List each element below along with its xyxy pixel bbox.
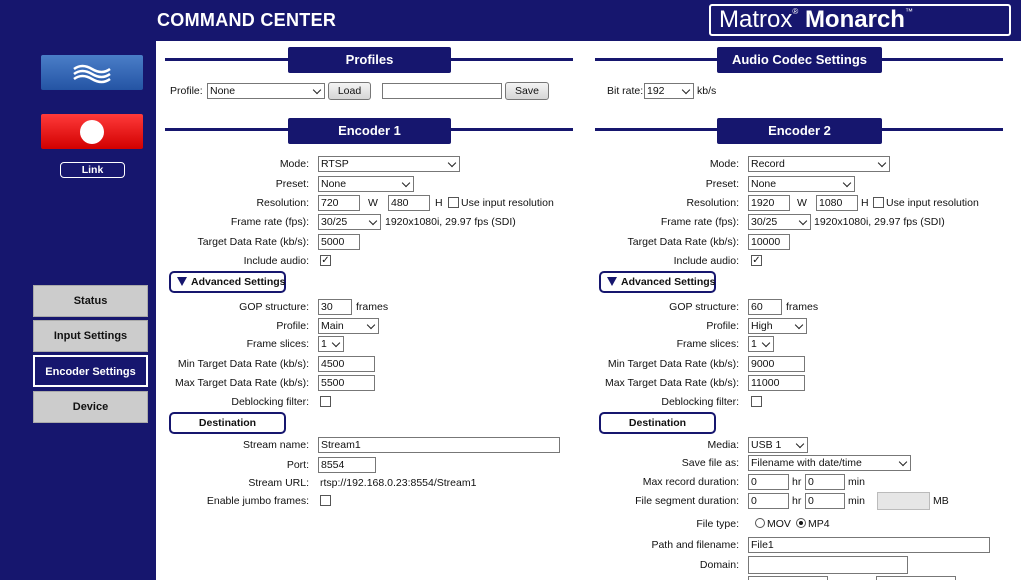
e1-h-label: H — [435, 197, 443, 209]
e2-filetype-label: File type: — [696, 518, 739, 530]
e1-stream-label: Stream name: — [243, 439, 309, 451]
e2-mp4-label: MP4 — [808, 518, 830, 530]
e2-mov-radio[interactable] — [755, 518, 765, 528]
e1-slices-label: Frame slices: — [246, 338, 309, 350]
profiles-header: Profiles — [288, 47, 451, 73]
e2-slices-select[interactable]: 1 — [748, 336, 774, 352]
nav-status[interactable]: Status — [33, 285, 148, 317]
brand-tm: ™ — [904, 7, 913, 16]
e2-mb-label: MB — [933, 495, 949, 507]
e2-seg-min-input[interactable]: 0 — [805, 493, 845, 509]
brand-tm-1: ® — [792, 7, 799, 16]
e2-target-input[interactable]: 10000 — [748, 234, 790, 250]
brand-bold: Monarch — [804, 6, 905, 33]
e1-deblock-label: Deblocking filter: — [231, 396, 309, 408]
e2-min-label: Min Target Data Rate (kb/s): — [607, 358, 739, 370]
e2-domain-label: Domain: — [699, 559, 739, 571]
e2-destination-toggle[interactable]: Destination — [599, 412, 716, 434]
e1-min-label: Min Target Data Rate (kb/s): — [177, 358, 309, 370]
e1-min-input[interactable]: 4500 — [318, 356, 375, 372]
link-button[interactable]: Link — [60, 162, 125, 178]
e1-audio-checkbox[interactable]: ✓ — [321, 255, 330, 266]
e2-password-input[interactable] — [876, 576, 956, 580]
e2-seg-min-label: min — [848, 495, 865, 507]
e1-mode-select[interactable]: RTSP — [318, 156, 460, 172]
e2-target-label: Target Data Rate (kb/s): — [627, 236, 739, 248]
waves-icon — [70, 60, 114, 86]
e1-audio-label: Include audio: — [243, 255, 309, 267]
e2-seg-hr-label: hr — [792, 495, 802, 507]
nav-encoder-settings[interactable]: Encoder Settings — [33, 355, 148, 387]
nav-input-settings[interactable]: Input Settings — [33, 320, 148, 352]
e2-res-height-input[interactable]: 1080 — [816, 195, 858, 211]
e2-max-label: Max Target Data Rate (kb/s): — [604, 377, 739, 389]
e2-profile-label: Profile: — [706, 320, 739, 332]
e1-destination-toggle[interactable]: Destination — [169, 412, 286, 434]
e2-deblock-checkbox[interactable] — [751, 396, 762, 407]
main-panel — [156, 41, 1021, 580]
bitrate-label: Bit rate: — [607, 85, 644, 97]
e1-frames-label: frames — [356, 301, 389, 313]
e1-res-width-input[interactable]: 720 — [318, 195, 360, 211]
bitrate-unit: kb/s — [697, 85, 717, 97]
bitrate-select[interactable]: 192 — [644, 83, 694, 99]
e2-profile-select[interactable]: High — [748, 318, 807, 334]
triangle-down-icon — [177, 277, 187, 286]
e1-gop-label: GOP structure: — [239, 301, 309, 313]
e1-w-label: W — [368, 197, 378, 209]
e1-port-input[interactable]: 8554 — [318, 457, 376, 473]
e2-maxrec-hr-label: hr — [792, 476, 802, 488]
profile-select[interactable]: None — [207, 83, 325, 99]
e2-audio-checkbox[interactable]: ✓ — [752, 255, 761, 266]
e1-mode-label: Mode: — [279, 158, 309, 170]
e1-profile-select[interactable]: Main — [318, 318, 379, 334]
e2-h-label: H — [861, 197, 869, 209]
e1-use-input-label: Use input resolution — [461, 197, 554, 209]
e2-framerate-info: 1920x1080i, 29.97 fps (SDI) — [814, 216, 945, 228]
e2-maxrec-min-label: min — [848, 476, 865, 488]
e2-framerate-label: Frame rate (fps): — [660, 216, 739, 228]
e1-framerate-info: 1920x1080i, 29.97 fps (SDI) — [385, 216, 516, 228]
profile-label: Profile: — [170, 85, 203, 97]
e1-target-input[interactable]: 5000 — [318, 234, 360, 250]
e2-mp4-radio[interactable] — [796, 518, 806, 528]
e2-maxrec-label: Max record duration: — [642, 476, 739, 488]
e2-savefile-label: Save file as: — [681, 457, 739, 469]
e1-url-value: rtsp://192.168.0.23:8554/Stream1 — [320, 477, 477, 489]
brand-light: Matrox — [719, 6, 793, 33]
e1-deblock-checkbox[interactable] — [320, 396, 331, 407]
e2-username-input[interactable] — [748, 576, 828, 580]
e1-resolution-label: Resolution: — [256, 197, 309, 209]
e2-use-input-label: Use input resolution — [886, 197, 979, 209]
e2-framerate-select[interactable]: 30/25 — [748, 214, 811, 230]
e1-framerate-label: Frame rate (fps): — [230, 216, 309, 228]
e2-preset-label: Preset: — [705, 178, 739, 190]
e1-max-label: Max Target Data Rate (kb/s): — [174, 377, 309, 389]
e2-advanced-label: Advanced Settings — [621, 276, 716, 288]
e1-res-height-input[interactable]: 480 — [388, 195, 430, 211]
e2-path-label: Path and filename: — [651, 539, 739, 551]
e2-advanced-toggle[interactable] — [599, 271, 716, 293]
e2-path-input[interactable]: File1 — [748, 537, 990, 553]
e1-use-input-checkbox[interactable] — [448, 197, 459, 208]
e2-mode-label: Mode: — [709, 158, 739, 170]
profile-name-input[interactable] — [382, 83, 502, 99]
e2-res-width-input[interactable]: 1920 — [748, 195, 790, 211]
e1-stream-input[interactable]: Stream1 — [318, 437, 560, 453]
e2-resolution-label: Resolution: — [686, 197, 739, 209]
e1-jumbo-label: Enable jumbo frames: — [206, 495, 309, 507]
e2-mode-select[interactable]: Record — [748, 156, 890, 172]
e1-max-input[interactable]: 5500 — [318, 375, 375, 391]
encoder1-header: Encoder 1 — [288, 118, 451, 144]
e1-slices-select[interactable]: 1 — [318, 336, 344, 352]
e2-use-input-checkbox[interactable] — [873, 197, 884, 208]
encoder2-header: Encoder 2 — [717, 118, 882, 144]
e2-w-label: W — [797, 197, 807, 209]
save-button[interactable]: Save — [505, 82, 549, 100]
e2-savefile-select[interactable]: Filename with date/time — [748, 455, 911, 471]
e1-url-label: Stream URL: — [248, 477, 309, 489]
record-icon — [80, 120, 104, 144]
brand-logo — [709, 4, 1011, 36]
e1-jumbo-checkbox[interactable] — [320, 495, 331, 506]
e1-profile-label: Profile: — [276, 320, 309, 332]
e1-preset-select[interactable]: None — [318, 176, 414, 192]
e1-preset-label: Preset: — [275, 178, 309, 190]
e1-framerate-select[interactable]: 30/25 — [318, 214, 381, 230]
app-title: COMMAND CENTER — [157, 10, 337, 30]
identify-button[interactable] — [41, 55, 143, 90]
e2-maxrec-hr-input[interactable]: 0 — [748, 474, 789, 490]
e2-audio-label: Include audio: — [673, 255, 739, 267]
e2-seg-label: File segment duration: — [635, 495, 739, 507]
record-button[interactable] — [41, 114, 143, 149]
e2-media-select[interactable]: USB 1 — [748, 437, 808, 453]
audio-header: Audio Codec Settings — [717, 47, 882, 73]
e2-seg-mb-input[interactable] — [877, 492, 930, 510]
e2-slices-label: Frame slices: — [676, 338, 739, 350]
load-button[interactable]: Load — [328, 82, 371, 100]
e1-port-label: Port: — [286, 459, 309, 471]
e2-maxrec-min-input[interactable]: 0 — [805, 474, 845, 490]
e1-gop-input[interactable]: 30 — [318, 299, 352, 315]
e2-mov-label: MOV — [767, 518, 791, 530]
e2-media-label: Media: — [707, 439, 739, 451]
e1-advanced-toggle[interactable] — [169, 271, 286, 293]
nav-device[interactable]: Device — [33, 391, 148, 423]
e2-deblock-label: Deblocking filter: — [661, 396, 739, 408]
e2-min-input[interactable]: 9000 — [748, 356, 805, 372]
e1-target-label: Target Data Rate (kb/s): — [197, 236, 309, 248]
e2-preset-select[interactable]: None — [748, 176, 855, 192]
e2-max-input[interactable]: 11000 — [748, 375, 805, 391]
e2-seg-hr-input[interactable]: 0 — [748, 493, 789, 509]
e2-gop-input[interactable]: 60 — [748, 299, 782, 315]
triangle-down-icon — [607, 277, 617, 286]
e2-gop-label: GOP structure: — [669, 301, 739, 313]
e1-advanced-label: Advanced Settings — [191, 276, 286, 288]
e2-domain-input[interactable] — [748, 556, 908, 574]
e2-frames-label: frames — [786, 301, 819, 313]
